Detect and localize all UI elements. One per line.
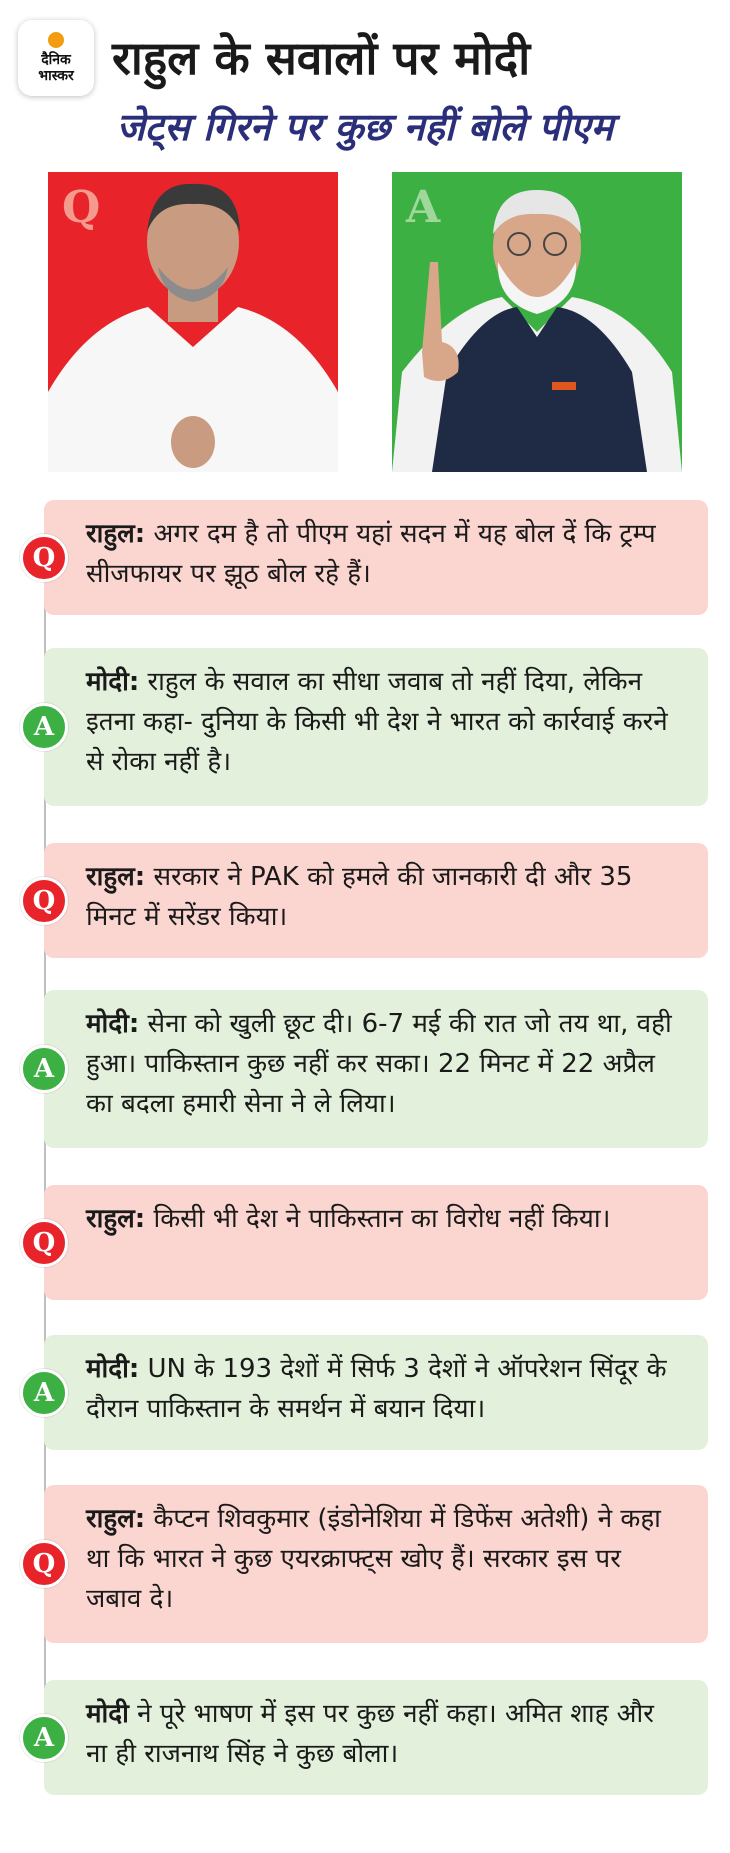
speaker-name: मोदी: bbox=[86, 667, 140, 697]
dainik-bhaskar-logo bbox=[18, 20, 94, 96]
question-badge-icon: Q bbox=[20, 534, 68, 582]
question-badge-icon: Q bbox=[20, 1219, 68, 1267]
question-badge-icon: Q bbox=[20, 1540, 68, 1588]
answer-mark-label: A bbox=[406, 182, 441, 233]
answer-badge-icon: A bbox=[20, 1369, 68, 1417]
answer-text: UN के 193 देशों में सिर्फ 3 देशों ने ऑपरेशन सिंदूर के दौरान पाकिस्तान के समर्थन में बयान दिया। bbox=[86, 1354, 667, 1424]
question-card bbox=[44, 1185, 708, 1300]
logo-line-1: दैनिक bbox=[41, 52, 71, 68]
question-text: अगर दम है तो पीएम यहां सदन में यह बोल दें कि ट्रम्प सीजफायर पर झूठ बोल रहे हैं। bbox=[86, 519, 656, 589]
answer-badge-icon: A bbox=[20, 1045, 68, 1093]
answer-text: ने पूरे भाषण में इस पर कुछ नहीं कहा। अमित शाह और ना ही राजनाथ सिंह ने कुछ बोला। bbox=[86, 1699, 654, 1769]
speaker-name: राहुल: bbox=[86, 1504, 146, 1534]
page-title: राहुल के सवालों पर मोदी bbox=[112, 31, 531, 85]
speaker-name: राहुल: bbox=[86, 862, 146, 892]
rahul-photo bbox=[48, 172, 338, 472]
speaker-name: मोदी: bbox=[86, 1009, 140, 1039]
speaker-name: राहुल: bbox=[86, 1204, 146, 1234]
question-text: सरकार ने PAK को हमले की जानकारी दी और 35 मिनट में सरेंडर किया। bbox=[86, 862, 633, 932]
question-mark-label: Q bbox=[62, 182, 101, 233]
answer-badge-icon: A bbox=[20, 1714, 68, 1762]
question-card bbox=[44, 1485, 708, 1643]
page-subtitle: जेट्स गिरने पर कुछ नहीं बोले पीएम bbox=[116, 105, 614, 149]
speaker-name: राहुल: bbox=[86, 519, 146, 549]
answer-card bbox=[44, 648, 708, 806]
question-card bbox=[44, 843, 708, 958]
question-text: कैप्टन शिवकुमार (इंडोनेशिया में डिफेंस अतेशी) ने कहा था कि भारत ने कुछ एयरक्राफ्ट्स खोए हैं। सरकार इस पर जबाव दे। bbox=[86, 1504, 661, 1614]
answer-card bbox=[44, 1335, 708, 1450]
sun-icon bbox=[48, 32, 64, 48]
question-badge-icon: Q bbox=[20, 877, 68, 925]
modi-photo bbox=[392, 172, 682, 472]
speaker-name: मोदी: bbox=[86, 1354, 140, 1384]
logo-line-2: भास्कर bbox=[38, 68, 74, 84]
question-card bbox=[44, 500, 708, 615]
speaker-name: मोदी bbox=[86, 1699, 129, 1729]
answer-card bbox=[44, 990, 708, 1148]
answer-card bbox=[44, 1680, 708, 1795]
answer-badge-icon: A bbox=[20, 703, 68, 751]
answer-text: सेना को खुली छूट दी। 6-7 मई की रात जो तय था, वही हुआ। पाकिस्तान कुछ नहीं कर सका। 22 मिनट में 22 अप्रैल का बदला हमारी सेना ने ले लिया। bbox=[86, 1009, 672, 1119]
answer-text: राहुल के सवाल का सीधा जवाब तो नहीं दिया, लेकिन इतना कहा- दुनिया के किसी भी देश ने भारत को कार्रवाई करने से रोका नहीं है। bbox=[86, 667, 668, 777]
question-text: किसी भी देश ने पाकिस्तान का विरोध नहीं किया। bbox=[145, 1204, 611, 1234]
